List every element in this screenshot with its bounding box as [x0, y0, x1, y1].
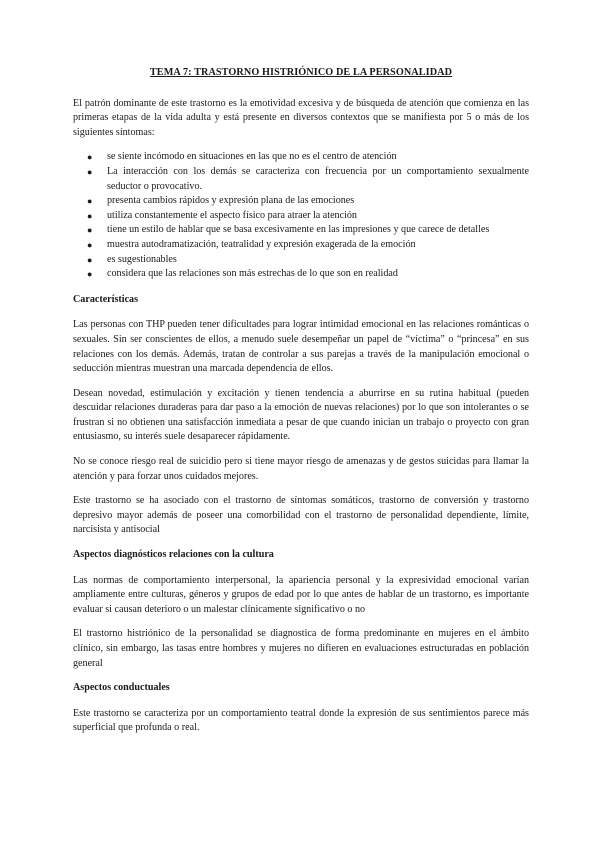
list-item: ● considera que las relaciones son más estrechas de lo que son en realidad — [73, 267, 529, 282]
intro-paragraph: El patrón dominante de este trastorno es la emotividad excesiva y de búsqueda de atención que comienza en las primeras etapas de la vida adulta y está presente en diversos contextos que se manifiesta por 5 o más de los siguientes síntomas: — [73, 97, 529, 138]
paragraph: Las normas de comportamiento interpersonal, la apariencia personal y la expresividad emocional varían ampliamente entre culturas, géneros y grupos de edad por lo que antes de hablar de un trastorno, es importante evaluar si causan deterioro o un malestar clínicamente significativo o no — [73, 574, 529, 615]
bullet-icon: ● — [87, 152, 93, 163]
page-title: TEMA 7: TRASTORNO HISTRIÓNICO DE LA PERSONALIDAD — [149, 67, 453, 78]
list-item: ● muestra autodramatización, teatralidad y expresión exagerada de la emoción — [73, 238, 529, 253]
section-heading-caracteristicas: Características — [73, 293, 139, 305]
list-item: ● La interacción con los demás se caracteriza con frecuencia por un comportamiento sexualmente seductor o provocativo. — [87, 165, 529, 192]
list-item: ● tiene un estilo de hablar que se basa excesivamente en las impresiones y que carece de detalles — [73, 223, 529, 238]
symptom-list — [73, 150, 529, 281]
paragraph: El trastorno histriónico de la personalidad se diagnostica de forma predominante en mujeres en el ámbito clínico, sin embargo, las tasas entre hombres y mujeres no difieren en evaluaciones estructuradas en población general — [73, 628, 529, 669]
paragraph: Este trastorno se caracteriza por un comportamiento teatral donde la expresión de sus sentimientos parece más superficial que profunda o real. — [73, 707, 529, 734]
document-page — [73, 66, 529, 746]
section-heading-conductuales: Aspectos conductuales — [73, 682, 170, 694]
bullet-icon: ● — [87, 166, 93, 177]
list-item: ● presenta cambios rápidos y expresión plana de las emociones — [73, 194, 529, 209]
bullet-icon: ● — [87, 239, 93, 250]
bullet-icon: ● — [87, 225, 93, 236]
paragraph: Este trastorno se ha asociado con el trastorno de síntomas somáticos, trastorno de conversión y trastorno depresivo mayor además de poseer una comorbilidad con el trastorno de personalidad dependiente, límite, narcisista y antisocial — [73, 495, 529, 536]
bullet-icon: ● — [87, 196, 93, 207]
bullet-icon: ● — [87, 254, 93, 265]
list-item: ● es sugestionables — [73, 253, 529, 268]
list-item: ● se siente incómodo en situaciones en las que no es el centro de atención — [73, 150, 529, 165]
bullet-icon: ● — [87, 210, 93, 221]
paragraph: No se conoce riesgo real de suicidio pero si tiene mayor riesgo de amenazas y de gestos suicidas para llamar la atención y para forzar unos cuidados mejores. — [73, 456, 529, 482]
list-item: ● utiliza constantemente el aspecto físico para atraer la atención — [73, 209, 529, 224]
section-heading-cultura: Aspectos diagnósticos relaciones con la cultura — [73, 549, 274, 561]
bullet-icon: ● — [87, 269, 93, 280]
paragraph: Desean novedad, estimulación y excitación y tienen tendencia a aburrirse en su rutina habitual (pueden descuidar relaciones duraderas para dar paso a la emoción de nuevas relaciones) por lo que son intolerantes o se frustran si no obtienen una satisfacción inmediata a pesar de que cuando inician un trabajo o proyecto con gran entusiasmo, su interés suele desaparecer rápidamente. — [73, 387, 529, 443]
paragraph: Las personas con THP pueden tener dificultades para lograr intimidad emocional en las relaciones románticas o sexuales. Sin ser conscientes de ellos, a menudo suele desempeñar un papel de “víctima” o “princesa” en sus relaciones con los demás. Además, tratan de controlar a sus parejas a través de la manipulación emocional o seducción mientras muestran una marcada dependencia de ellos. — [73, 319, 529, 375]
